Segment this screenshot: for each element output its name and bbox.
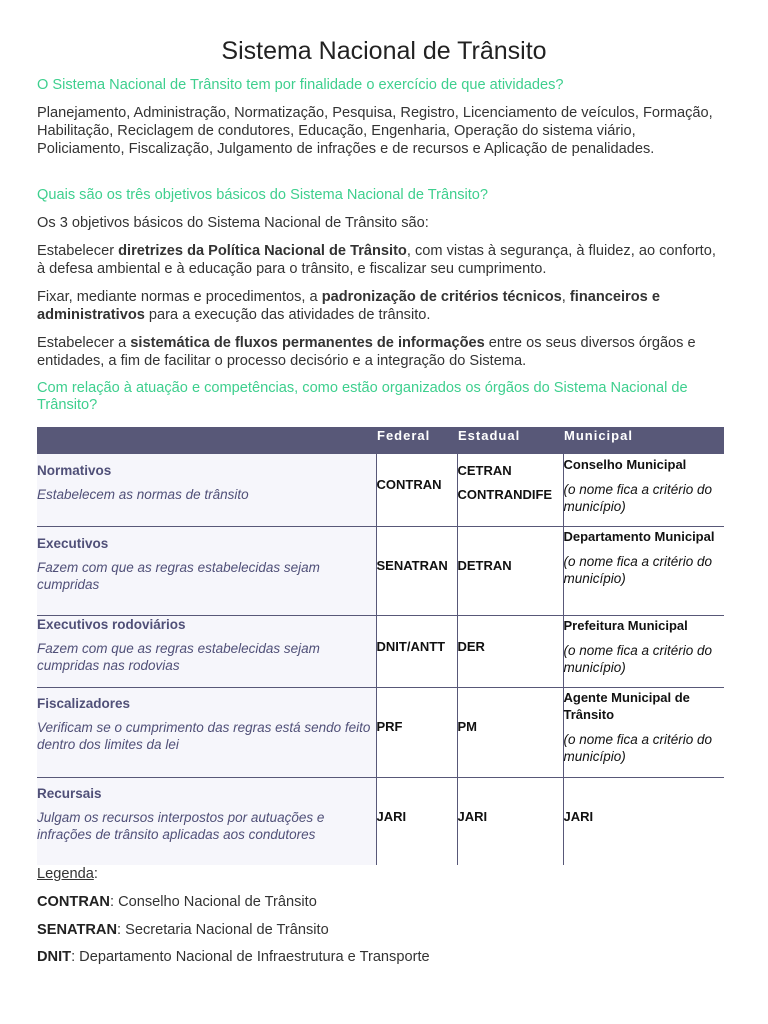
objective-3-bold: sistemática de fluxos permanentes de informações — [130, 335, 485, 351]
question-2-text: Quais são os três objetivos básicos do Sistema Nacional de Trânsito? — [37, 187, 489, 203]
federal-cell: CONTRAN — [376, 454, 457, 526]
legend-text: : Secretaria Nacional de Trânsito — [117, 922, 329, 938]
legend-text: : Departamento Nacional de Infraestrutura e Transporte — [71, 949, 430, 965]
header-municipal: Municipal — [563, 427, 724, 454]
answer-1-text: Planejamento, Administração, Normatização, Pesquisa, Registro, Licenciamento de veículos, Formação, Habilitação, Reciclagem de condutores, Educação, Engenharia, Operação do sistema viário, Policiamento, Fiscalização, Julgamento de infrações e de recursos e Aplicação de penalidades. — [37, 105, 713, 157]
municipal-name: Prefeitura Municipal — [563, 617, 688, 633]
table-row — [37, 526, 724, 615]
municipal-cell — [563, 615, 724, 687]
header-federal: Federal — [376, 427, 457, 454]
legend-text: : Conselho Nacional de Trânsito — [109, 894, 317, 910]
page-title: Sistema Nacional de Trânsito — [221, 37, 547, 65]
municipal-note: (o nome fica a critério do município) — [563, 482, 713, 514]
table-row — [37, 454, 724, 526]
table-row — [37, 687, 724, 777]
objective-1-bold: diretrizes da Política Nacional de Trânsito — [118, 243, 407, 259]
objective-2 — [37, 288, 727, 324]
estadual-cell: JARI — [457, 777, 563, 865]
federal-cell: DNIT/ANTT — [376, 615, 457, 687]
role-description: Fazem com que as regras estabelecidas sejam cumpridas nas rodovias — [37, 640, 320, 673]
header-estadual: Estadual — [457, 427, 563, 454]
role-title: Normativos — [37, 463, 112, 478]
role-description: Julgam os recursos interpostos por autuações e infrações de trânsito aplicadas aos condutores — [37, 809, 325, 842]
legend-item — [37, 894, 317, 910]
estadual-cell: DETRAN — [457, 526, 563, 615]
objective-2-bold-1: padronização de critérios técnicos — [321, 289, 562, 305]
legend-abbr: DNIT — [37, 949, 72, 965]
answer-2-intro — [37, 214, 727, 232]
role-cell — [37, 777, 376, 865]
question-3-text: Com relação à atuação e competências, como estão organizados os órgãos do Sistema Nacional de Trânsito? — [37, 380, 688, 413]
question-2 — [37, 187, 727, 204]
objective-2-pre: Fixar, mediante normas e procedimentos, a — [37, 289, 322, 305]
role-title: Executivos — [37, 535, 109, 551]
objective-2-mid: , — [561, 289, 570, 305]
legend-abbr: SENATRAN — [37, 922, 117, 938]
municipal-note: (o nome fica a critério do município) — [563, 642, 713, 675]
objective-1-pre: Estabelecer — [37, 243, 119, 259]
role-title: Recursais — [37, 785, 102, 801]
municipal-note: (o nome fica a critério do município) — [563, 553, 713, 586]
municipal-note: (o nome fica a critério do município) — [563, 731, 713, 764]
role-cell — [37, 454, 376, 526]
objective-3-post: entre os seus diversos órgãos e entidades, a fim de facilitar o processo decisório e a integração do Sistema. — [37, 335, 696, 369]
objective-2-bold-2: financeiros e administrativos — [37, 289, 660, 323]
role-title: Executivos rodoviários — [37, 616, 186, 632]
estadual-cell: DER — [457, 615, 563, 687]
federal-cell: SENATRAN — [376, 526, 457, 615]
estadual-value: CETRAN — [457, 463, 512, 478]
municipal-cell — [563, 454, 724, 526]
objective-2-post: para a execução das atividades de trânsito. — [144, 307, 431, 323]
legend-item — [37, 949, 430, 965]
role-cell — [37, 615, 376, 687]
objective-1 — [37, 242, 727, 278]
municipal-cell: JARI — [563, 808, 594, 824]
estadual-cell: PM — [457, 687, 563, 777]
role-cell — [37, 526, 376, 615]
objective-1-post: , com vistas à segurança, à fluidez, ao conforto, à defesa ambiental e à educação para o trânsito, e fiscalizar seu cumprimento. — [37, 243, 716, 277]
table-row — [37, 777, 724, 865]
answer-2-intro-text: Os 3 objetivos básicos do Sistema Nacional de Trânsito são: — [37, 215, 429, 231]
question-1 — [37, 77, 727, 94]
municipal-cell — [563, 687, 724, 777]
federal-cell: JARI — [376, 777, 457, 865]
municipal-name: Departamento Municipal — [563, 528, 715, 544]
organs-table — [37, 427, 724, 865]
header-empty — [37, 427, 376, 454]
question-1-text: O Sistema Nacional de Trânsito tem por finalidade o exercício de que atividades? — [37, 77, 564, 93]
municipal-name: Agente Municipal de Trânsito — [563, 689, 690, 722]
role-description: Estabelecem as normas de trânsito — [37, 487, 249, 502]
role-cell — [37, 687, 376, 777]
estadual-cell — [457, 454, 563, 526]
answer-1 — [37, 104, 727, 158]
table-header-row — [37, 427, 724, 454]
municipal-name: Conselho Municipal — [563, 457, 687, 472]
role-description: Fazem com que as regras estabelecidas sejam cumpridas — [37, 559, 320, 592]
role-title: Fiscalizadores — [37, 695, 131, 711]
estadual-value-2: CONTRANDIFE — [457, 487, 553, 502]
objective-3 — [37, 334, 727, 370]
legend-item — [37, 922, 329, 938]
legend-title: Legenda — [37, 866, 94, 882]
objective-3-pre: Estabelecer a — [37, 335, 131, 351]
legend-abbr: CONTRAN — [37, 894, 110, 910]
table-row — [37, 615, 724, 687]
role-description: Verificam se o cumprimento das regras está sendo feito dentro dos limites da lei — [37, 719, 371, 752]
municipal-cell — [563, 526, 724, 615]
legend-label: Legenda: — [37, 866, 98, 882]
question-3 — [37, 380, 727, 414]
federal-cell: PRF — [376, 687, 457, 777]
